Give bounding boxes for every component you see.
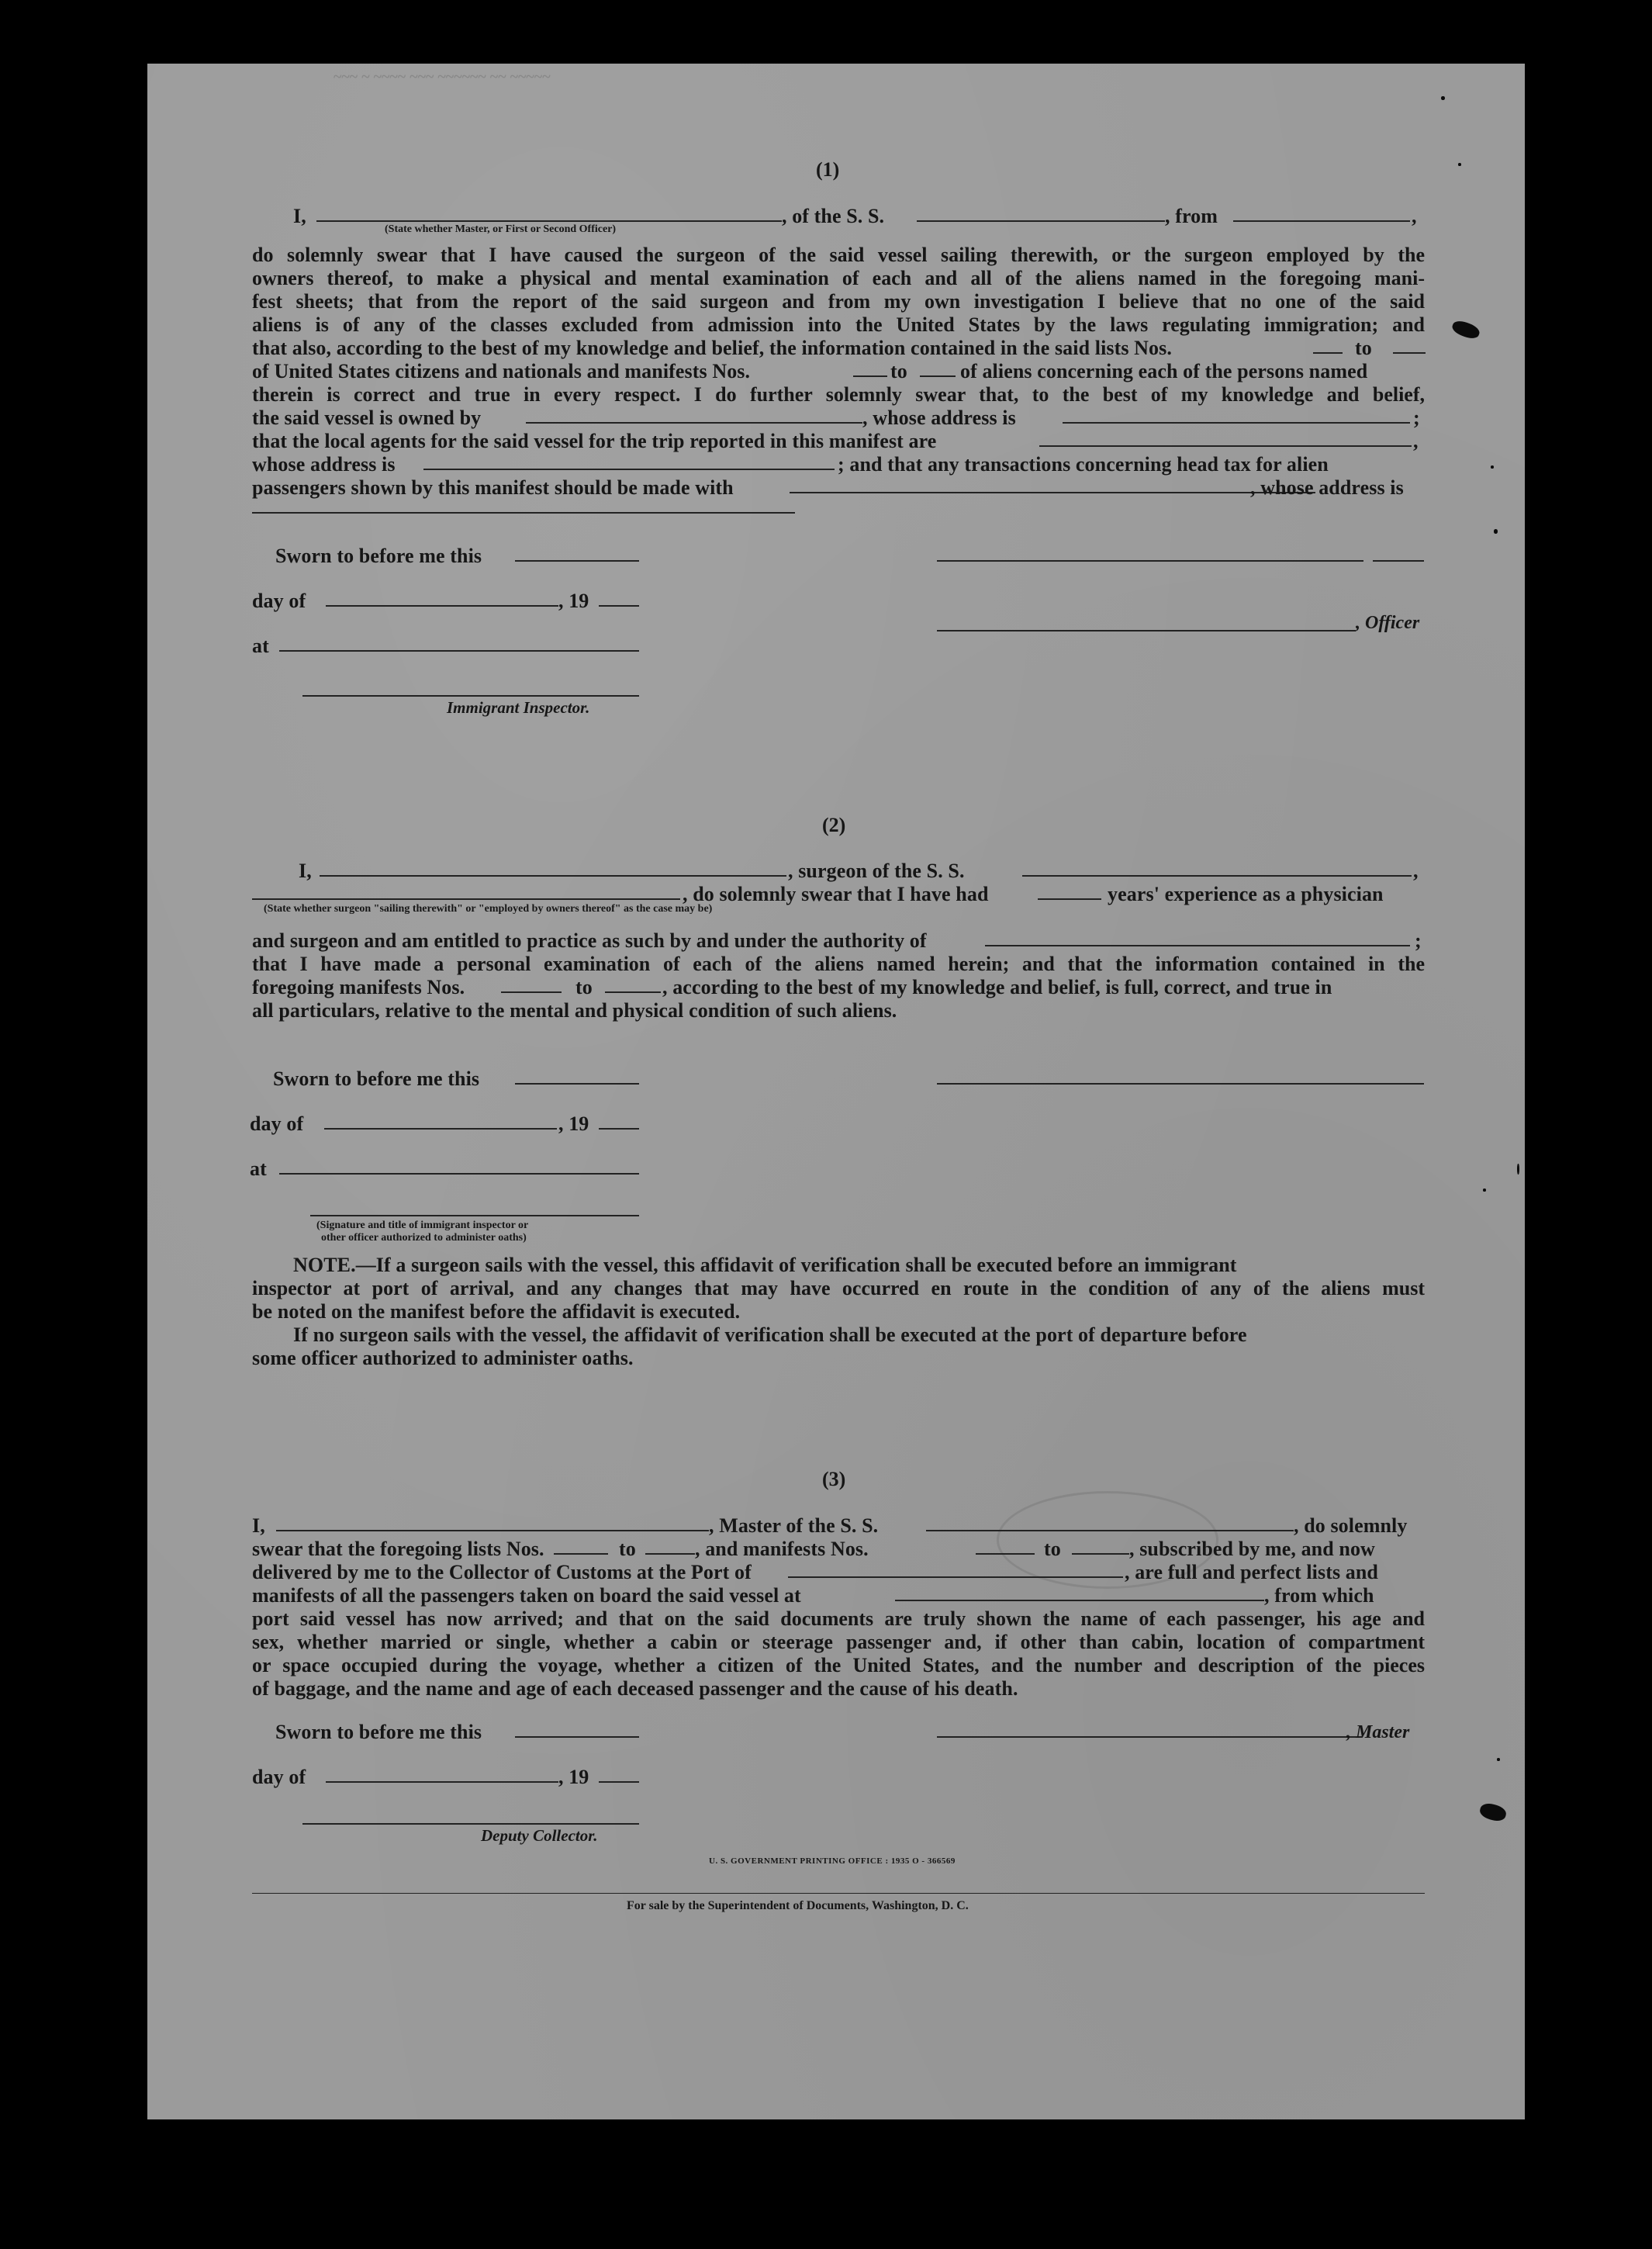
deputy-signature-line — [302, 1823, 639, 1825]
blank-master-name — [276, 1530, 709, 1531]
note-text: some officer authorized to administer oaths. — [252, 1347, 634, 1369]
section-number: (2) — [822, 814, 846, 836]
blank-ship-name-line — [1022, 875, 1412, 877]
oath-text: , whose address is — [862, 407, 1016, 429]
note-label: NOTE. — [293, 1254, 356, 1276]
master-signature-line — [937, 1736, 1362, 1738]
inspector-signature-line — [302, 695, 639, 697]
blank-manifest-from — [501, 991, 562, 993]
ink-speck — [1491, 465, 1494, 469]
blank-month — [324, 1128, 557, 1130]
note-text — [293, 1254, 1237, 1277]
oath-text: of United States citizens and nationals and manifests Nos. — [252, 360, 751, 382]
oath-text: passengers shown by this manifest should be made with — [252, 476, 734, 499]
oath-text: , Master of the S. S. — [709, 1514, 879, 1537]
blank-list-to — [645, 1553, 695, 1555]
oath-text: , — [1413, 430, 1419, 452]
deputy-caption: Deputy Collector. — [481, 1826, 598, 1845]
oath-text: that also, according to the best of my knowledge and belief, the information contained in the said lists Nos. — [252, 337, 1172, 359]
blank-authority — [985, 945, 1410, 946]
day-of-label: day of — [250, 1112, 304, 1135]
surgeon-signature-line — [937, 1083, 1424, 1085]
oath-text: to — [890, 360, 907, 382]
blank-manifest-to — [1072, 1553, 1129, 1555]
oath-text: I, — [293, 205, 306, 227]
blank-ship-name-line — [926, 1530, 1294, 1531]
ink-speck — [1483, 1189, 1486, 1192]
blank-at-place — [279, 650, 639, 652]
blank-sworn-day — [515, 560, 639, 562]
sworn-label: Sworn to before me this — [273, 1067, 480, 1090]
blank-owner-line — [526, 422, 862, 424]
oath-text: whose address is — [252, 453, 396, 476]
section-number: (1) — [816, 158, 840, 181]
oath-text: aliens is of any of the classes excluded from admission into the United States by the laws regulating immigration; and — [252, 313, 1425, 336]
oath-text: , of the S. S. — [782, 205, 885, 227]
blank-list-from — [554, 1553, 608, 1555]
oath-text: I, — [252, 1514, 265, 1537]
oath-text: , whose address is — [1250, 476, 1404, 499]
oath-text: I, — [299, 860, 312, 882]
oath-text: delivered by me to the Collector of Customs at the Port of — [252, 1561, 752, 1583]
oath-text: years' experience as a physician — [1108, 883, 1384, 905]
printing-office-line: U. S. GOVERNMENT PRINTING OFFICE : 1935 O - 366569 — [709, 1856, 956, 1866]
oath-text: therein is correct and true in every respect. I do further solemnly swear that, to the best of my knowledge and belief, — [252, 383, 1425, 406]
blank-manifest-from — [853, 375, 887, 377]
officer-label: , Officer — [1356, 613, 1420, 633]
oath-text: , and manifests Nos. — [695, 1538, 869, 1560]
ink-speck — [1441, 96, 1445, 100]
blank-years — [1038, 898, 1101, 900]
ink-speck — [1494, 529, 1498, 534]
sworn-label: Sworn to before me this — [275, 545, 482, 567]
blank-list-from — [1313, 352, 1343, 354]
oath-text: that I have made a personal examination of each of the aliens named herein; and that the information contained in the — [252, 953, 1425, 975]
oath-text: foregoing manifests Nos. — [252, 976, 465, 998]
oath-text: owners thereof, to make a physical and mental examination of each and all of the aliens named in the foregoing mani- — [252, 267, 1425, 289]
oath-text: ; — [1415, 929, 1422, 952]
blank-month — [326, 605, 558, 607]
year-label: , 19 — [558, 1766, 589, 1788]
oath-text: sex, whether married or single, whether a cabin or steerage passenger and, if other than cabin, location of compartment — [252, 1631, 1425, 1653]
blank-month — [326, 1781, 558, 1783]
year-label: , 19 — [558, 590, 589, 612]
oath-text: , from — [1165, 205, 1218, 227]
oath-text: fest sheets; that from the report of the said surgeon and from my own investigation I believe that no one of the said — [252, 290, 1425, 313]
ink-blot — [1478, 1801, 1508, 1823]
oath-text: ; — [1413, 407, 1420, 429]
blank-manifest-to — [605, 991, 661, 993]
oath-text: , subscribed by me, and now — [1129, 1538, 1375, 1560]
blank-sworn-day — [515, 1083, 639, 1085]
blank-head-tax-address — [252, 512, 795, 514]
oath-text: , — [1413, 860, 1419, 882]
blank-manifest-to — [920, 375, 956, 377]
blank-sworn-day — [515, 1736, 639, 1738]
note-text-line: —If a surgeon sails with the vessel, this affidavit of verification shall be executed before an immigrant — [355, 1254, 1237, 1276]
note-text: inspector at port of arrival, and any changes that may have occurred en route in the condition of any of the aliens must — [252, 1277, 1425, 1299]
oath-text: of baggage, and the name and age of each deceased passenger and the cause of his death. — [252, 1677, 1018, 1700]
oath-text: , do solemnly — [1294, 1514, 1408, 1537]
blank-year — [599, 605, 639, 607]
officer-signature-line — [937, 630, 1356, 631]
note-text: If no surgeon sails with the vessel, the affidavit of verification shall be executed at the port of departure before — [293, 1323, 1247, 1346]
blank-surgeon-status — [252, 898, 680, 900]
oath-text: swear that the foregoing lists Nos. — [252, 1538, 544, 1560]
inspector-signature-line — [310, 1215, 639, 1216]
blank-head-tax-line — [790, 492, 1315, 493]
blank-year — [599, 1781, 639, 1783]
blank-year — [599, 1128, 639, 1130]
ink-speck — [1517, 1164, 1519, 1175]
ink-speck — [1458, 163, 1461, 166]
blank-agents-line — [1039, 445, 1412, 447]
signature-caption: (Signature and title of immigrant inspector or — [316, 1220, 529, 1231]
oath-text: do solemnly swear that I have caused the surgeon of the said vessel sailing therewith, or the surgeon employed by the — [252, 244, 1425, 266]
section-number: (3) — [822, 1468, 846, 1490]
oath-text: or space occupied during the voyage, whether a citizen of the United States, and the number and description of the pieces — [252, 1654, 1425, 1676]
blank-at-place — [279, 1173, 639, 1175]
oath-text: of aliens concerning each of the persons named — [960, 360, 1368, 382]
field-caption: (State whether Master, or First or Second Officer) — [385, 223, 617, 235]
ink-speck — [1497, 1758, 1500, 1761]
oath-text: to — [1044, 1538, 1061, 1560]
day-of-label: day of — [252, 590, 306, 612]
signature-line — [937, 560, 1363, 562]
oath-text: the said vessel is owned by — [252, 407, 482, 429]
blank-port — [788, 1576, 1123, 1578]
oath-text: , are full and perfect lists and — [1125, 1561, 1378, 1583]
oath-text: , from which — [1264, 1584, 1374, 1607]
day-of-label: day of — [252, 1766, 306, 1788]
blank-list-to — [1393, 352, 1426, 354]
footer-divider — [252, 1893, 1425, 1894]
oath-text: to — [1355, 337, 1372, 359]
at-label: at — [252, 635, 269, 657]
oath-text: to — [575, 976, 593, 998]
note-text: be noted on the manifest before the affidavit is executed. — [252, 1300, 741, 1323]
signature-caption: other officer authorized to administer oaths) — [321, 1232, 527, 1244]
blank-agents-address — [423, 469, 835, 470]
bleed-through-text: ~~~ ~ ~~~~ ~~~ ~~~~~~ ~~ ~~~~~ — [334, 68, 551, 85]
blank-owner-address — [1063, 422, 1410, 424]
blank-from-line — [1233, 220, 1410, 222]
master-label: , Master — [1346, 1722, 1410, 1742]
ink-blot — [1450, 318, 1481, 341]
inspector-caption: Immigrant Inspector. — [447, 698, 590, 717]
oath-text: to — [619, 1538, 636, 1560]
oath-text: , do solemnly swear that I have had — [683, 883, 989, 905]
year-label: , 19 — [558, 1112, 589, 1135]
oath-text: , according to the best of my knowledge and belief, is full, correct, and true in — [662, 976, 1332, 998]
sworn-label: Sworn to before me this — [275, 1721, 482, 1743]
blank-manifest-from — [976, 1553, 1035, 1555]
form-page — [147, 64, 1525, 2119]
oath-text: manifests of all the passengers taken on board the said vessel at — [252, 1584, 801, 1607]
blank-rank-line — [316, 220, 782, 222]
oath-text: port said vessel has now arrived; and that on the said documents are truly shown the name of each passenger, his age and — [252, 1607, 1425, 1630]
oath-text: that the local agents for the said vessel for the trip reported in this manifest are — [252, 430, 937, 452]
oath-text: and surgeon and am entitled to practice as such by and under the authority of — [252, 929, 927, 952]
oath-text: , surgeon of the S. S. — [788, 860, 965, 882]
oath-text: all particulars, relative to the mental and physical condition of such aliens. — [252, 999, 897, 1022]
signature-line — [1373, 560, 1424, 562]
oath-text: , — [1412, 205, 1417, 227]
at-label: at — [250, 1157, 267, 1180]
sale-notice: For sale by the Superintendent of Documents, Washington, D. C. — [627, 1899, 969, 1912]
blank-boarding-port — [895, 1600, 1264, 1601]
blank-ship-name-line — [917, 220, 1165, 222]
blank-surgeon-name — [320, 875, 786, 877]
oath-text: ; and that any transactions concerning head tax for alien — [838, 453, 1329, 476]
field-caption: (State whether surgeon "sailing therewith" or "employed by owners thereof" as the case may be) — [264, 903, 713, 915]
